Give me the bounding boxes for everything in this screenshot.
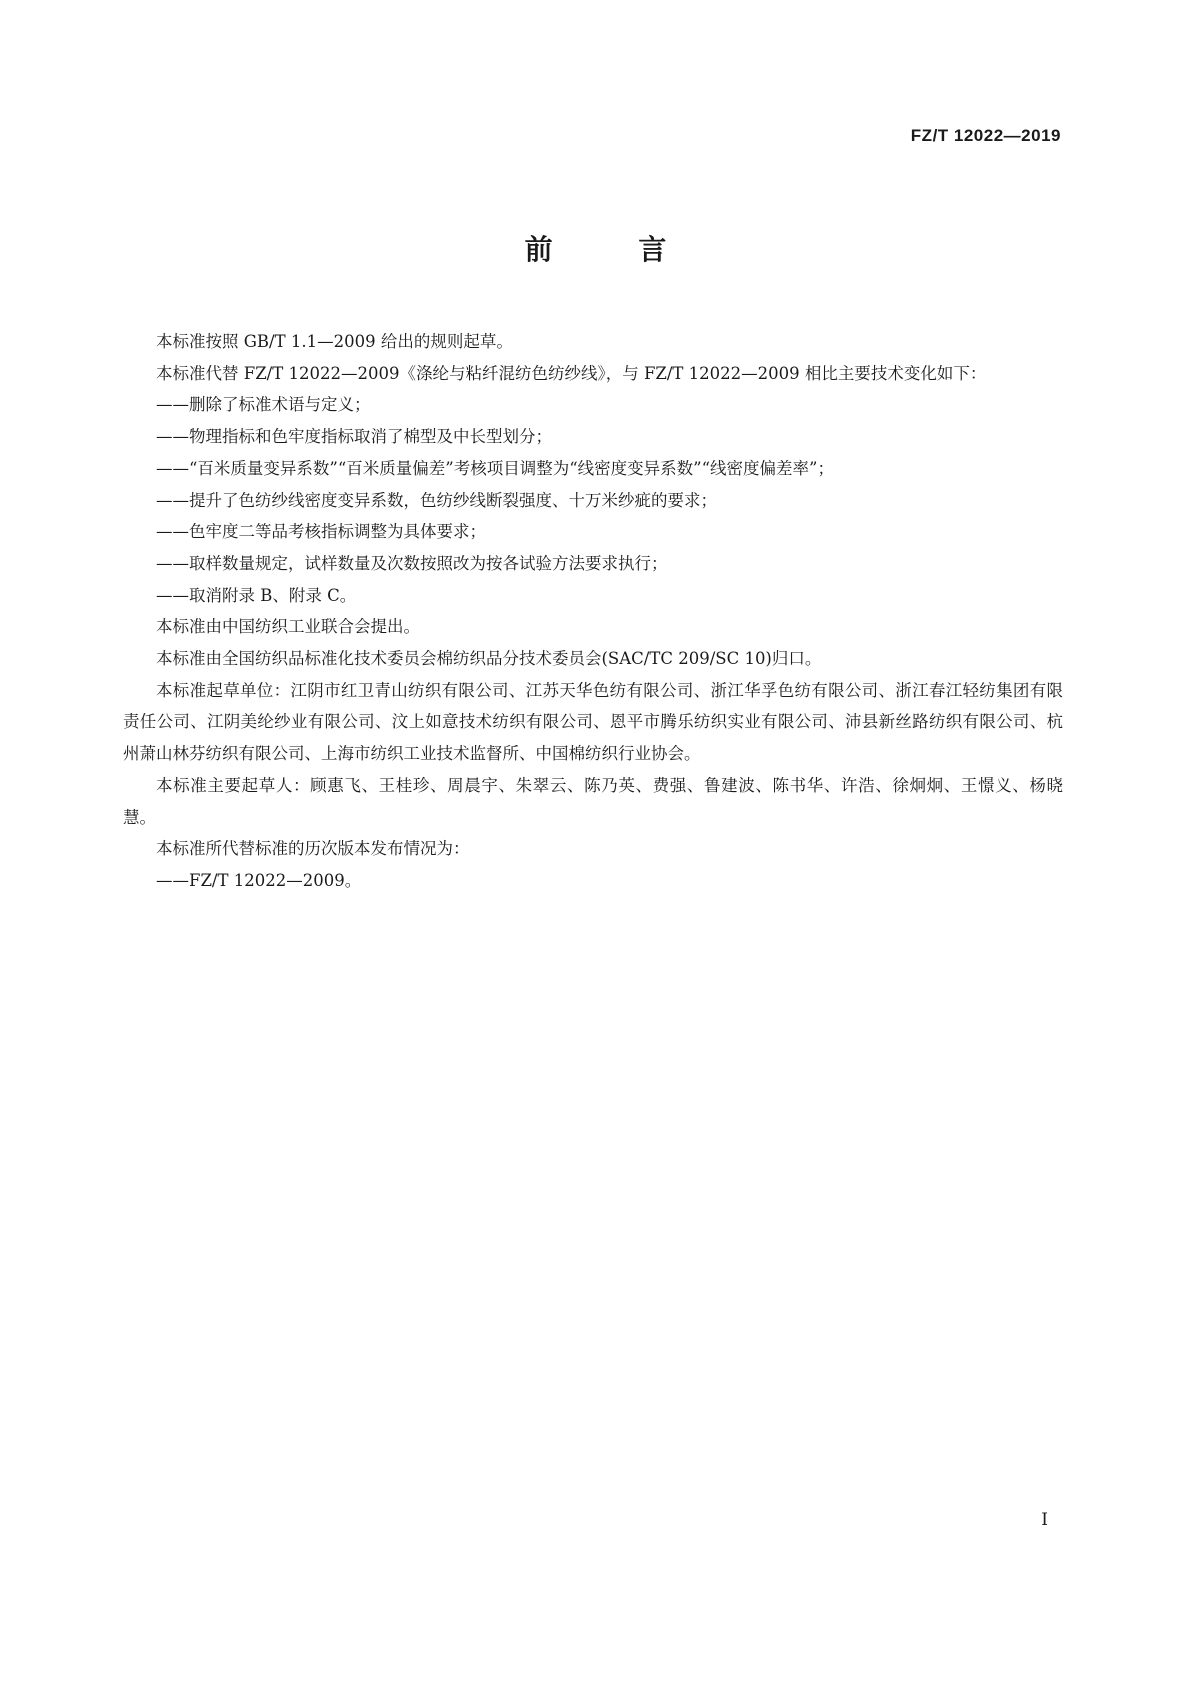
change-item: ——删除了标准术语与定义； bbox=[156, 395, 371, 415]
change-item: ——提升了色纺纱线密度变异系数，色纺纱线断裂强度、十万米纱疵的要求； bbox=[156, 490, 717, 510]
history-item: ——FZ/T 12022—2009。 bbox=[156, 870, 362, 890]
change-item: ——取样数量规定，试样数量及次数按照改为按各试验方法要求执行； bbox=[156, 553, 668, 573]
paragraph-history-intro: 本标准所代替标准的历次版本发布情况为： bbox=[156, 839, 470, 859]
change-item: ——取消附录 B、附录 C。 bbox=[156, 585, 357, 605]
foreword-body bbox=[123, 326, 1063, 897]
change-item: ——色牢度二等品考核指标调整为具体要求； bbox=[156, 522, 486, 542]
paragraph-committee: 本标准由全国纺织品标准化技术委员会棉纺织品分技术委员会(SAC/TC 209/SC 10)归口。 bbox=[156, 649, 822, 669]
paragraph-proposer: 本标准由中国纺织工业联合会提出。 bbox=[156, 617, 420, 637]
change-item: ——“百米质量变异系数”“百米质量偏差”考核项目调整为“线密度变异系数”“线密度偏差率”； bbox=[156, 458, 834, 478]
page-title: 前 言 bbox=[524, 233, 705, 266]
standard-code: FZ/T 12022—2019 bbox=[910, 126, 1061, 145]
paragraph-drafters: 本标准主要起草人：顾惠飞、王桂珍、周晨宇、朱翠云、陈乃英、费强、鲁建波、陈书华、许浩、徐炯炯、王憬义、杨晓慧。 bbox=[123, 775, 1063, 827]
change-item: ——物理指标和色牢度指标取消了棉型及中长型划分； bbox=[156, 427, 552, 447]
paragraph-drafting-units: 本标准起草单位：江阴市红卫青山纺织有限公司、江苏天华色纺有限公司、浙江华孚色纺有限公司、浙江春江轻纺集团有限责任公司、江阴美纶纱业有限公司、汶上如意技术纺织有限公司、恩平市腾乐纺织实业有限公司、沛县新丝路纺织有限公司、杭州萧山林芬纺织有限公司、上海市纺织工业技术监督所、中国棉纺织行业协会。 bbox=[123, 680, 1063, 764]
paragraph-drafting-rules: 本标准按照 GB/T 1.1—2009 给出的规则起草。 bbox=[156, 332, 513, 351]
paragraph-replaces-standard: 本标准代替 FZ/T 12022—2009《涤纶与粘纤混纺色纺纱线》，与 FZ/T 12022—2009 相比主要技术变化如下： bbox=[156, 363, 987, 383]
page-number: I bbox=[1041, 1510, 1048, 1530]
